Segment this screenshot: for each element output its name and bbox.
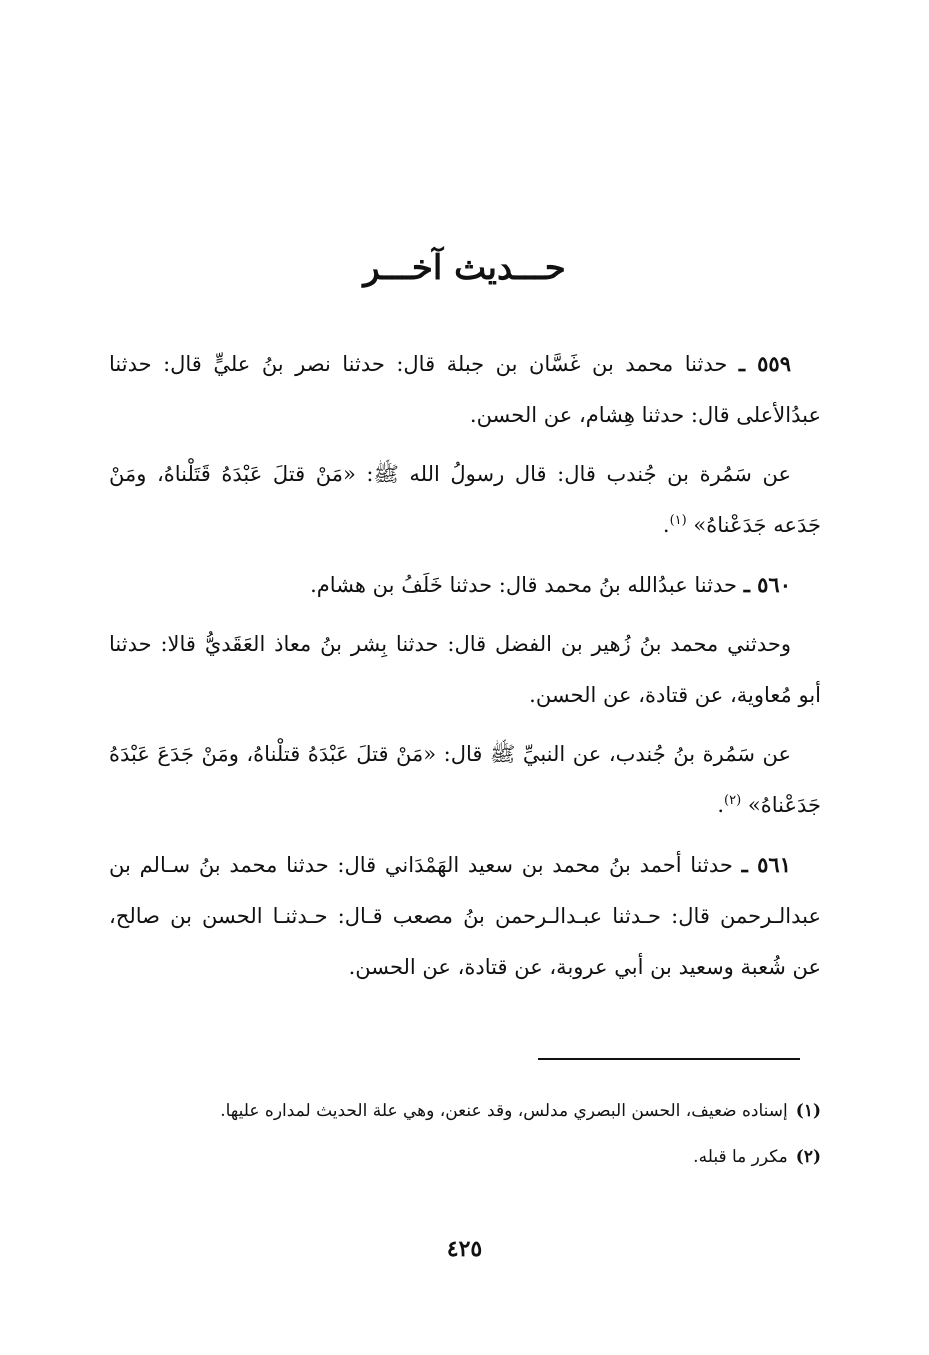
- paragraph-text: عن سَمُرة بن جُندب قال: قال رسولُ الله ﷺ: «مَنْ قتلَ عَبْدَهُ قَتَلْناهُ، ومَنْ جَدَعه جَدَعْناهُ»: [109, 462, 821, 537]
- chapter-title: حـــديث آخـــر: [363, 248, 566, 288]
- hadith-paragraph: [109, 619, 821, 721]
- paragraph-text: وحدثني محمد بنُ زُهير بن الفضل قال: حدثنا بِشر بنُ معاذ العَقَديُّ قالا: حدثنا أبو مُعاوية، عن قتادة، عن الحسن.: [109, 632, 821, 707]
- footnote-divider: [538, 1058, 800, 1060]
- page-number: ٤٢٥: [446, 1236, 483, 1262]
- hadith-paragraph: عن سَمُرة بنُ جُندب، عن النبيِّ ﷺ قال: «مَنْ قتلَ عَبْدَهُ قتلْناهُ، ومَنْ جَدَعَ عَبْدَهُ جَدَعْناهُ» $^{(٢)}$.: [109, 742, 821, 817]
- hadith-paragraph: [109, 338, 821, 441]
- paragraph-text: حدثنا عبدُالله بنُ محمد قال: حدثنا خَلَفُ بن هشام.: [310, 573, 737, 597]
- footnote-text: مكرر ما قبله.: [693, 1147, 788, 1167]
- footnote: [109, 1094, 821, 1128]
- footnotes: [109, 1094, 821, 1186]
- footnote: [109, 1140, 821, 1174]
- hadith-paragraph: [109, 559, 821, 611]
- footnote-ref[interactable]: (١): [669, 513, 687, 528]
- hadith-paragraph: [109, 839, 821, 993]
- paragraph-text: حدثنا محمد بن غَسَّان بن جبلة قال: حدثنا نصر بنُ عليٍّ قال: حدثنا عبدُالأعلى قال: حدثنا هِشام، عن الحسن.: [109, 352, 821, 427]
- paragraph-text: حدثنا أحمد بنُ محمد بن سعيد الهَمْدَاني قال: حدثنا محمد بنُ سـالم بن عبدالـرحمن قال: حـدثنا عبـدالـرحمن بنُ مصعب قـال: حـدثنـا الحسن بن صالح، عن شُعبة وسعيد بن أبي عروبة، عن قتادة، عن الحسن.: [109, 853, 821, 979]
- paragraph-text: عن سَمُرة بنُ جُندب، عن النبيِّ ﷺ قال: «مَنْ قتلَ عَبْدَهُ قتلْناهُ، ومَنْ جَدَعَ عَبْدَهُ جَدَعْناهُ»: [109, 742, 821, 817]
- hadith-number: ٥٦١ ـ: [741, 852, 791, 877]
- hadith-paragraph: عن سَمُرة بن جُندب قال: قال رسولُ الله ﷺ: «مَنْ قتلَ عَبْدَهُ قَتَلْناهُ، ومَنْ جَدَعه جَدَعْناهُ» $^{(١)}$.: [109, 462, 821, 537]
- hadith-number: ٥٦٠ ـ: [743, 572, 791, 597]
- footnote-text: إسناده ضعيف، الحسن البصري مدلس، وقد عنعن، وهي علة الحديث لمداره عليها.: [220, 1101, 788, 1121]
- hadith-number: ٥٥٩ ـ: [738, 351, 791, 376]
- footnote-number: (١): [795, 1101, 821, 1121]
- footnote-ref[interactable]: (٢): [724, 793, 742, 808]
- main-text: [109, 338, 821, 1001]
- footnote-number: (٢): [795, 1147, 821, 1167]
